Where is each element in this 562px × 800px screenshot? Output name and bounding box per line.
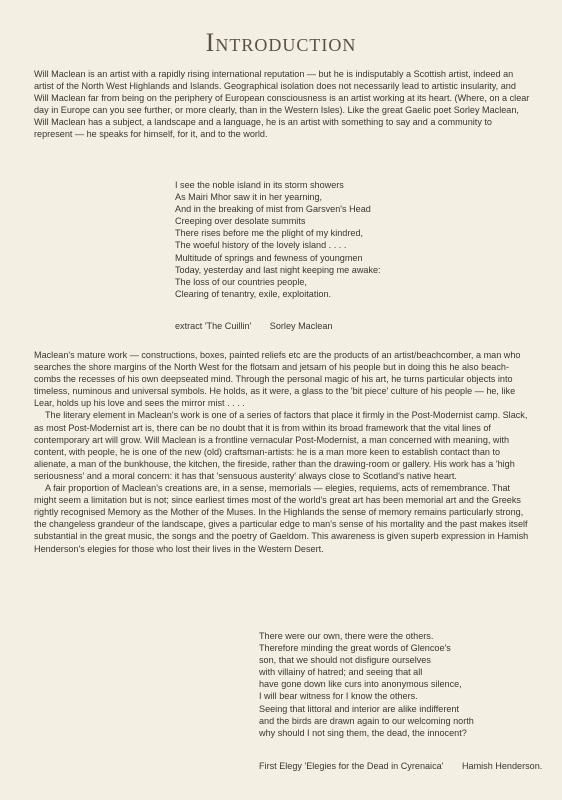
poem-line: Multitude of springs and fewness of youngmen [175, 252, 363, 263]
poem-line: have gone down like curs into anonymous silence, [259, 679, 462, 690]
poem-source: First Elegy 'Elegies for the Dead in Cyrenaica' [259, 761, 444, 771]
poem-line: The loss of our countries people, [175, 276, 307, 287]
poem-line: Clearing of tenantry, exile, exploitation. [175, 288, 332, 299]
intro-text: Will Maclean is an artist with a rapidly rising international reputation — but he is indisputably a Scottish artist, indeed an artist of the North West Highlands and Islands. Geographical isolation does not necessarily lead to artistic insularity, and Will Maclean far from being on the periphery of European consciousness is an artist working at its heart. (Where, on a clear day in Europe can you see further, or more clearly, than in the Western Isles). Like the great Gaelic poet Sorley Maclean, Will Maclean has a subject, a landscape and a language, he is an artist with something to say and a community to represent — he speaks for himself, for it, and to the world. [34, 69, 530, 140]
poem-source: extract 'The Cuillin' [175, 321, 252, 331]
poem-elegy [259, 630, 474, 739]
poem-line: Today, yesterday and last night keeping me awake: [175, 264, 381, 275]
poem-line: There rises before me the plight of my kindred, [175, 228, 364, 239]
poem-line: and the birds are drawn again to our welcoming north [259, 715, 474, 726]
poem-author: Sorley Maclean [269, 321, 333, 331]
poem-cuillin [175, 179, 381, 300]
body-text [34, 349, 530, 555]
poem-elegy-credit [259, 761, 542, 771]
poem-cuillin-credit [175, 321, 332, 331]
poem-line: There were our own, there were the others. [259, 631, 434, 641]
poem-line: I see the noble island in its storm showers [175, 180, 344, 190]
body-paragraph: Maclean's mature work — constructions, boxes, painted reliefs etc are the products of an artist/beachcomber, a man who searches the shore margins of the North West for the flotsam and jetsam of his people but in doing this he also beach-combs the recesses of his own deepseated mind. Through the personal magic of his art, he turns particular objects into timeless, numinous and universal symbols. He holds, as it were, a glass to the 'bit piece' culture of his people — he, like Lear, holds up his love and sees the mirror mist . . . . [34, 350, 521, 409]
poem-line: why should I not sing them, the dead, the innocent? [259, 727, 467, 738]
poem-line: son, that we should not disfigure ourselves [259, 655, 431, 666]
poem-line: Seeing that littoral and interior are alike indifferent [259, 703, 460, 714]
poem-line: The woeful history of the lovely island . . . . [175, 240, 347, 251]
poem-line: As Mairi Mhor saw it in her yearning, [175, 192, 323, 203]
poem-line: Creeping over desolate summits [175, 216, 306, 227]
body-paragraph: The literary element in Maclean's work is one of a series of factors that place it firmly in the Post-Modernist camp. Slack, as most Post-Modernist art is, there can be no doubt that it is from within its broad framework that the vital lines of contemporary art will grow. Will Maclean is a frontline vernacular Post-Modernist, a man concerned with meaning, with content, with people, he is one of the new (old) craftsman-artists: he is a man more keen to establish contact than to alienate, a man of the bunkhouse, the kitchen, the fireside, rather than the drawing-room or gallery. His work has a 'high seriousness' and a moral concern: it has that 'sensuous austerity' always close to Scotland's native heart. [34, 410, 528, 481]
page-title: Introduction [205, 28, 357, 57]
intro-paragraph [34, 68, 530, 141]
poem-line: I will bear witness for I know the others. [259, 691, 418, 702]
poem-line: And in the breaking of mist from Garsven's Head [175, 204, 371, 215]
poem-author: Hamish Henderson. [461, 761, 543, 771]
body-paragraph: A fair proportion of Maclean's creations are, in a sense, memorials — elegies, requiems, acts of remembrance. That might seem a limitation but is not; since earliest times most of the world's great art has been memorial art and the Greeks rightly recognised Memory as the Mother of the Muses. In the Highlands the sense of memory remains particularly strong, the changeless grandeur of the landscape, gives a particular edge to man's sense of his mortality and the past makes itself substantial in the great music, the songs and the poetry of Gaeldom. This awareness is given superb expression in Hamish Henderson's elegies for those who lost their lives in the Western Desert. [34, 483, 529, 554]
poem-line: with villainy of hatred; and seeing that all [259, 667, 423, 678]
poem-line: Therefore minding the great words of Glencoe's [259, 643, 451, 654]
